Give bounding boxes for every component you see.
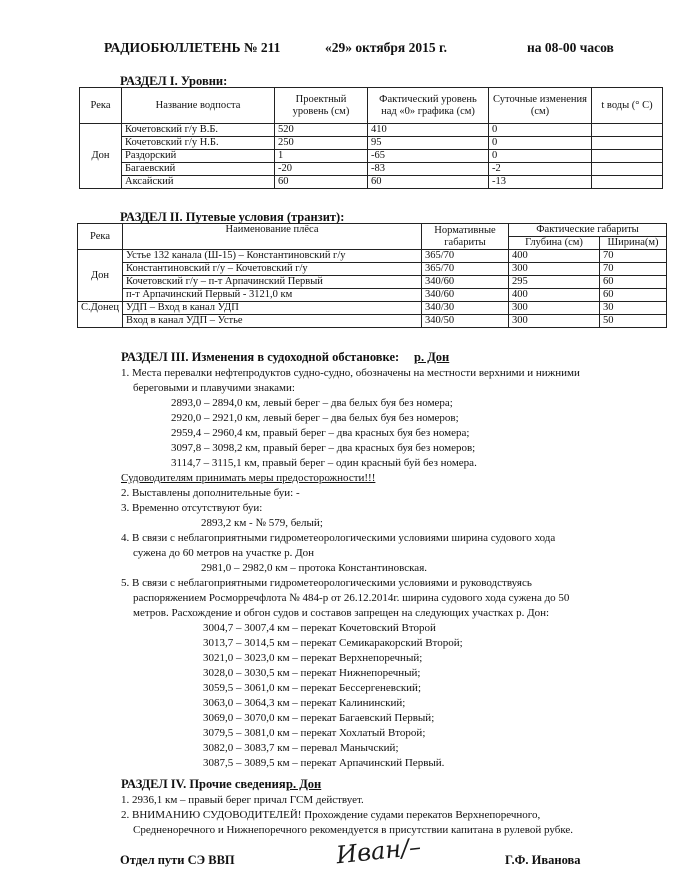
river-don: Дон bbox=[80, 124, 122, 189]
s3-line: 2981,0 – 2982,0 км – протока Константиновская. bbox=[201, 562, 427, 574]
design-level: 250 bbox=[275, 137, 368, 150]
width-value: 70 bbox=[600, 250, 667, 263]
table-row bbox=[78, 276, 667, 289]
section3-river: р. Дон bbox=[414, 350, 450, 364]
daily-change: 0 bbox=[489, 124, 592, 137]
section4-title: РАЗДЕЛ IV. Прочие сведения: bbox=[121, 777, 290, 791]
col-depth: Глубина (см) bbox=[509, 237, 600, 250]
levels-header-row bbox=[80, 88, 663, 124]
depth-value: 400 bbox=[509, 289, 600, 302]
signature: Иван/– bbox=[334, 832, 423, 870]
design-level: 60 bbox=[275, 176, 368, 189]
norm-value: 365/70 bbox=[422, 263, 509, 276]
norm-value: 340/30 bbox=[422, 302, 509, 315]
s4-line: 1. 2936,1 км – правый берег причал ГСМ действует. bbox=[121, 794, 364, 806]
depth-value: 300 bbox=[509, 315, 600, 328]
post-name: Аксайский bbox=[122, 176, 275, 189]
norm-value: 365/70 bbox=[422, 250, 509, 263]
table-row bbox=[80, 150, 663, 163]
s3-line: 3114,7 – 3115,1 км, правый берег – один красный буй без номера. bbox=[171, 457, 477, 469]
river-sdonets: С.Донец bbox=[78, 302, 123, 328]
col-change: Суточные изменения (см) bbox=[489, 88, 592, 124]
table-row bbox=[78, 302, 667, 315]
col-reach: Наименование плёса bbox=[123, 224, 422, 250]
section2-title: РАЗДЕЛ II. Путевые условия (транзит): bbox=[120, 210, 345, 224]
norm-value: 340/50 bbox=[422, 315, 509, 328]
norm-value: 340/60 bbox=[422, 289, 509, 302]
depth-value: 295 bbox=[509, 276, 600, 289]
post-name: Раздорский bbox=[122, 150, 275, 163]
design-level: -20 bbox=[275, 163, 368, 176]
s3-warning: Судоводителям принимать меры предосторожности!!! bbox=[121, 472, 376, 484]
post-name: Багаевский bbox=[122, 163, 275, 176]
depth-value: 300 bbox=[509, 302, 600, 315]
s3-line: 3087,5 – 3089,5 км – перекат Арпачинский Первый. bbox=[203, 757, 445, 769]
col-actual: Фактический уровень над «0» графика (см) bbox=[368, 88, 489, 124]
s3-line: 2920,0 – 2921,0 км, левый берег – два белых буя без номеров; bbox=[171, 412, 459, 424]
s3-line: 3063,0 – 3064,3 км – перекат Калининский; bbox=[203, 697, 406, 709]
water-temp bbox=[592, 150, 663, 163]
width-value: 70 bbox=[600, 263, 667, 276]
water-temp bbox=[592, 124, 663, 137]
actual-level: 60 bbox=[368, 176, 489, 189]
reach-name: Константиновский г/у – Кочетовский г/у bbox=[123, 263, 422, 276]
col-post: Название водпоста bbox=[122, 88, 275, 124]
s4-line: 2. ВНИМАНИЮ СУДОВОДИТЕЛЕЙ! Прохождение судами перекатов Верхнепоречного, bbox=[121, 809, 541, 821]
s3-line: 3097,8 – 3098,2 км, правый берег – два красных буя без номеров; bbox=[171, 442, 476, 454]
s3-line: 4. В связи с неблагоприятными гидрометеорологическими условиями ширина судового хода bbox=[121, 532, 556, 544]
levels-table bbox=[79, 87, 663, 189]
table-row bbox=[78, 263, 667, 276]
table-row bbox=[78, 289, 667, 302]
department-label: Отдел пути СЭ ВВП bbox=[120, 853, 235, 867]
table-row bbox=[80, 176, 663, 189]
width-value: 60 bbox=[600, 289, 667, 302]
actual-level: 410 bbox=[368, 124, 489, 137]
col-fact: Фактические габариты bbox=[509, 224, 667, 237]
col-width: Ширина(м) bbox=[600, 237, 667, 250]
s3-line: 2959,4 – 2960,4 км, правый берег – два красных буя без номера; bbox=[171, 427, 470, 439]
s3-line: сужена до 60 метров на участке р. Дон bbox=[133, 547, 314, 559]
section4-river: р. Дон bbox=[286, 777, 322, 791]
actual-level: 95 bbox=[368, 137, 489, 150]
table-row bbox=[80, 137, 663, 150]
col-design: Проектный уровень (см) bbox=[275, 88, 368, 124]
s3-line: 2. Выставлены дополнительные буи: - bbox=[121, 487, 300, 499]
col-norm: Нормативные габариты bbox=[422, 224, 509, 250]
col-temp: t воды (° С) bbox=[592, 88, 663, 124]
norm-value: 340/60 bbox=[422, 276, 509, 289]
reach-name: УДП – Вход в канал УДП bbox=[123, 302, 422, 315]
actual-level: -65 bbox=[368, 150, 489, 163]
river-don: Дон bbox=[78, 250, 123, 302]
s3-line: 3069,0 – 3070,0 км – перекат Багаевский Первый; bbox=[203, 712, 435, 724]
col-river: Река bbox=[78, 224, 123, 250]
bulletin-date: «29» октября 2015 г. bbox=[325, 40, 447, 55]
transit-table bbox=[77, 223, 667, 328]
daily-change: 0 bbox=[489, 150, 592, 163]
water-temp bbox=[592, 137, 663, 150]
table-row bbox=[80, 124, 663, 137]
s3-line: 3082,0 – 3083,7 км – перевал Манычский; bbox=[203, 742, 399, 754]
table-row bbox=[78, 315, 667, 328]
depth-value: 400 bbox=[509, 250, 600, 263]
s3-line: 1. Места перевалки нефтепродуктов судно-судно, обозначены на местности верхними и нижними bbox=[121, 367, 580, 379]
post-name: Кочетовский г/у Н.Б. bbox=[122, 137, 275, 150]
actual-level: -83 bbox=[368, 163, 489, 176]
s3-line: 3004,7 – 3007,4 км – перекат Кочетовский Второй bbox=[203, 622, 436, 634]
transit-header-row bbox=[78, 224, 667, 237]
s3-line: метров. Расхождение и обгон судов и составов запрещен на следующих участках р. Дон: bbox=[133, 607, 550, 619]
s3-line: 3021,0 – 3023,0 км – перекат Верхнепоречный; bbox=[203, 652, 423, 664]
s3-line: 3028,0 – 3030,5 км – перекат Нижнепоречный; bbox=[203, 667, 421, 679]
s4-line: Средненоречного и Нижнепоречного рекомендуется в присутствии капитана в рулевой рубке. bbox=[133, 824, 574, 836]
daily-change: -2 bbox=[489, 163, 592, 176]
section3-title: РАЗДЕЛ III. Изменения в судоходной обстановке: bbox=[121, 350, 400, 364]
s3-line: 3079,5 – 3081,0 км – перекат Хохлатый Второй; bbox=[203, 727, 426, 739]
signatory-name: Г.Ф. Иванова bbox=[505, 853, 581, 867]
s3-line: 2893,0 – 2894,0 км, левый берег – два белых буя без номера; bbox=[171, 397, 453, 409]
s3-line: 5. В связи с неблагоприятными гидрометеорологическими условиями и руководствуясь bbox=[121, 577, 532, 589]
section1-title: РАЗДЕЛ I. Уровни: bbox=[120, 74, 228, 88]
post-name: Кочетовский г/у В.Б. bbox=[122, 124, 275, 137]
width-value: 30 bbox=[600, 302, 667, 315]
daily-change: 0 bbox=[489, 137, 592, 150]
water-temp bbox=[592, 163, 663, 176]
table-row bbox=[78, 250, 667, 263]
bulletin-title: РАДИОБЮЛЛЕТЕНЬ № 211 bbox=[104, 40, 281, 55]
water-temp bbox=[592, 176, 663, 189]
s3-line: распоряжением Росморречфлота № 484-р от 26.12.2014г. ширина судового хода сужена до 50 bbox=[133, 592, 570, 604]
reach-name: Вход в канал УДП – Устье bbox=[123, 315, 422, 328]
reach-name: Устье 132 канала (Ш-15) – Константиновский г/у bbox=[123, 250, 422, 263]
s3-line: 3013,7 – 3014,5 км – перекат Семикаракорский Второй; bbox=[203, 637, 463, 649]
width-value: 60 bbox=[600, 276, 667, 289]
table-row bbox=[80, 163, 663, 176]
design-level: 520 bbox=[275, 124, 368, 137]
s3-line: береговыми и плавучими знаками: bbox=[133, 382, 295, 394]
reach-name: п-т Арпачинский Первый - 3121,0 км bbox=[123, 289, 422, 302]
design-level: 1 bbox=[275, 150, 368, 163]
width-value: 50 bbox=[600, 315, 667, 328]
depth-value: 300 bbox=[509, 263, 600, 276]
s3-line: 2893,2 км - № 579, белый; bbox=[201, 517, 323, 529]
bulletin-time: на 08-00 часов bbox=[527, 40, 614, 55]
col-river: Река bbox=[80, 88, 122, 124]
s3-line: 3059,5 – 3061,0 км – перекат Бессергеневский; bbox=[203, 682, 421, 694]
daily-change: -13 bbox=[489, 176, 592, 189]
reach-name: Кочетовский г/у – п-т Арпачинский Первый bbox=[123, 276, 422, 289]
s3-line: 3. Временно отсутствуют буи: bbox=[121, 502, 263, 514]
